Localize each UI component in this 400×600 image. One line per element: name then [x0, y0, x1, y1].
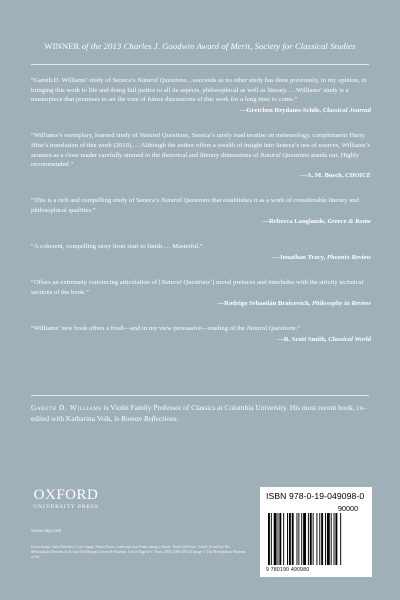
review-source — [31, 335, 371, 345]
review-source — [31, 217, 371, 227]
review-source — [31, 171, 371, 181]
review-quote — [31, 76, 371, 115]
price-code: 90000 — [338, 504, 358, 513]
award-text: of the 2013 Charles J. Goodwin Award of Merit, Society for Classical Studies — [81, 41, 356, 51]
review-text: “This is a rich and compelling study of Seneca’s Natural Questions that establishes it as a work of considerable literary and philosophical qualities.” — [31, 197, 359, 214]
review-publication: Classical Journal — [322, 106, 371, 114]
review-source — [31, 253, 371, 263]
top-divider — [31, 64, 369, 65]
review-author: —A. M. Busch, — [300, 171, 346, 179]
review-quote — [31, 324, 371, 344]
reviews-list — [31, 76, 371, 360]
review-publication: Philosophy in Review — [311, 299, 371, 307]
award-prefix: WINNER — [44, 41, 80, 51]
oxford-logo — [31, 488, 101, 510]
recent-book-title: Roman Reflections — [121, 413, 177, 423]
review-source — [31, 106, 371, 116]
review-author: —R. Scott Smith, — [277, 335, 329, 343]
review-publication: CHOICE — [345, 171, 371, 179]
review-quote — [31, 131, 371, 180]
review-author: —Gretchen Reydams-Schils, — [239, 106, 323, 114]
review-author: —Rebecca Langlands, — [262, 217, 328, 225]
review-text: “Offers an extremely convincing articulation of [Natural Questions’] moral prefaces and interludes with the strictly technical sections of the book.” — [31, 279, 364, 296]
review-text: “Williams’s exemplary, learned study of Natural Questions, Seneca’s rarely read treatise on meteorology, complements Harry Hine’s translation of this work (2010).… Although the author offers a wealth of insight into Seneca’s use of sources, Williams’s acumen as a close reader carefully attuned to the rhetorical and literary dimensions of Natural Questions stands out. Highly recommended.” — [31, 132, 371, 169]
review-publication: Classical World — [328, 335, 371, 343]
bio-divider — [31, 395, 369, 396]
review-quote — [31, 196, 371, 226]
review-author: —Rodrigo Sebastián Braicovich, — [217, 299, 312, 307]
review-text: “A coherent, compelling story from start to finish.… Masterful.” — [31, 243, 203, 251]
review-publication: Phoenix Review — [326, 253, 371, 261]
bio-text: is Violin Family Professor of Classics at Columbia University. His most recent book, co-edited with Katharina Volk, is — [31, 403, 366, 423]
review-text: “Williams’ new book offers a fresh—and in my view persuasive—reading of the Natural Questions.” — [31, 325, 301, 333]
publisher-url: www.oup.com — [31, 528, 62, 534]
barcode-graphic — [266, 513, 366, 565]
review-author: —Jonathan Tracy, — [272, 253, 327, 261]
review-text: “Gareth D. Williams’ study of Seneca’s Natural Questions…succeeds as no other study has done previously, in my opinion, in bringing this work to life and doing full justice to all its aspects, philosophical as well as literary.… Williams’ study is a masterpiece that promises to set the tone of future discussions of this work for a long time to come.” — [31, 77, 367, 104]
review-source — [31, 299, 371, 309]
ean-number: 9 780190 490980 — [266, 567, 310, 573]
isbn-number: ISBN 978-0-19-049098-0 — [266, 491, 365, 501]
cover-credits: Cover design: Sally Rinehart | Cover image: Simon Denis, Landscape near Rome during a Storm. Thaw Collection, Jointly Owned by The Metropolitan Museum of Art and The Morgan Library & Museum, Gift of Eugene V. Thaw, 2009 (2009.400.32) Image © The Metropolitan Museum of Art. — [31, 545, 246, 560]
barcode-box — [260, 487, 372, 577]
review-quote — [31, 242, 371, 262]
review-publication: Greece & Rome — [327, 217, 371, 225]
review-quote — [31, 278, 371, 308]
logo-wordmark: OXFORD — [33, 487, 99, 503]
author-name: Gareth D. Williams — [31, 403, 102, 412]
author-bio — [31, 403, 371, 425]
award-line — [20, 41, 380, 51]
logo-subtitle: UNIVERSITY PRESS — [33, 504, 99, 510]
bio-end: . — [176, 413, 179, 423]
